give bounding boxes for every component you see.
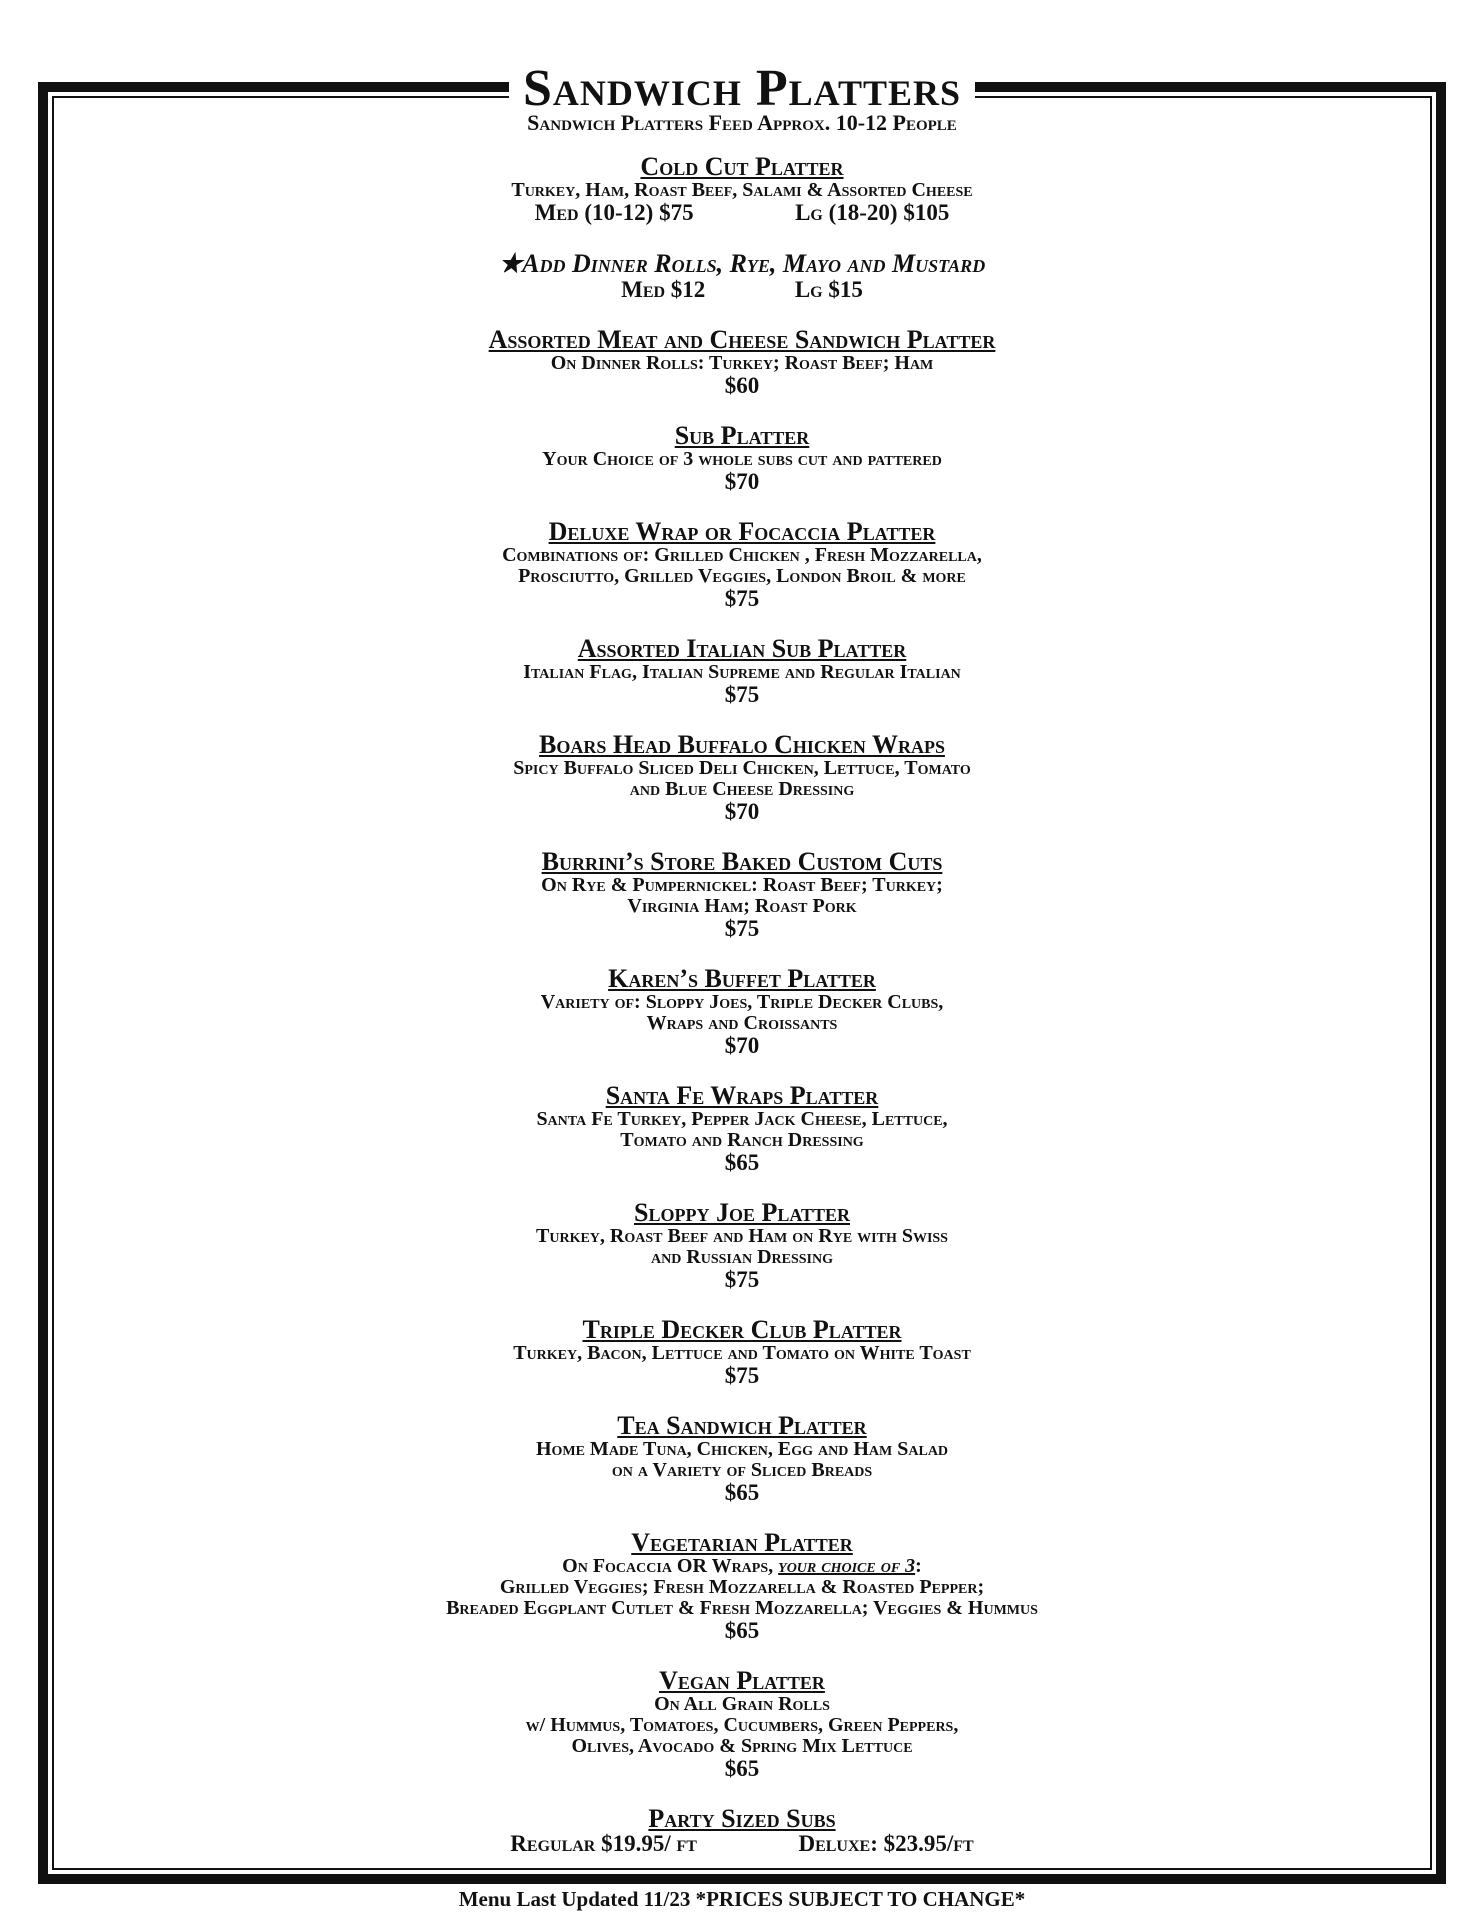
item-desc: Turkey, Bacon, Lettuce and Tomato on White Toast bbox=[513, 1342, 971, 1364]
price-lg: Lg $15 bbox=[794, 277, 863, 302]
menu-item-party-subs bbox=[0, 1806, 1484, 1856]
menu-item bbox=[0, 732, 1484, 824]
price-deluxe: Deluxe: $23.95/ft bbox=[798, 1831, 974, 1856]
menu-item-vegan bbox=[0, 1668, 1484, 1781]
item-price: $75 bbox=[724, 682, 760, 707]
page-title: Sandwich Platters bbox=[509, 58, 975, 120]
price-regular: Regular $19.95/ ft bbox=[510, 1831, 697, 1856]
price-lg: Lg (18-20) $105 bbox=[795, 200, 950, 225]
item-name: Boars Head Buffalo Chicken Wraps bbox=[539, 730, 945, 759]
menu-item bbox=[0, 1200, 1484, 1292]
item-name: Vegetarian Platter bbox=[631, 1528, 853, 1557]
item-price: $65 bbox=[724, 1480, 760, 1505]
price-med: Med (10-12) $75 bbox=[534, 200, 694, 225]
item-desc: Breaded Eggplant Cutlet & Fresh Mozzarella; Veggies & Hummus bbox=[446, 1597, 1038, 1619]
item-desc bbox=[0, 1556, 1484, 1577]
item-name: Assorted Meat and Cheese Sandwich Platter bbox=[488, 325, 996, 354]
menu-item-cold-cut bbox=[0, 154, 1484, 225]
menu-item bbox=[0, 327, 1484, 398]
item-desc: Wraps and Croissants bbox=[646, 1012, 838, 1034]
item-desc: on a Variety of Sliced Breads bbox=[611, 1459, 873, 1481]
subtitle: Sandwich Platters Feed Approx. 10-12 People bbox=[527, 110, 957, 135]
item-price: $70 bbox=[724, 1033, 760, 1058]
item-name: Deluxe Wrap or Focaccia Platter bbox=[548, 517, 936, 546]
item-desc: Santa Fe Turkey, Pepper Jack Cheese, Lettuce, bbox=[536, 1108, 948, 1130]
item-name: Sub Platter bbox=[674, 421, 810, 450]
item-name: Vegan Platter bbox=[659, 1666, 825, 1695]
item-desc: Variety of: Sloppy Joes, Triple Decker Clubs, bbox=[540, 991, 944, 1013]
item-price: $70 bbox=[724, 799, 760, 824]
item-desc: Home Made Tuna, Chicken, Egg and Ham Salad bbox=[535, 1438, 949, 1460]
item-desc: Your Choice of 3 whole subs cut and pattered bbox=[542, 448, 942, 470]
item-name: Cold Cut Platter bbox=[640, 152, 844, 181]
menu-item bbox=[0, 966, 1484, 1058]
item-desc: Prosciutto, Grilled Veggies, London Broil & more bbox=[518, 565, 966, 587]
menu-item bbox=[0, 849, 1484, 941]
item-price: $75 bbox=[724, 1267, 760, 1292]
footer-note: Menu Last Updated 11/23 *PRICES SUBJECT TO CHANGE* bbox=[458, 1887, 1026, 1911]
menu-item bbox=[0, 636, 1484, 707]
desc-suffix: : bbox=[915, 1555, 922, 1577]
menu-item bbox=[0, 1083, 1484, 1175]
item-name: Party Sized Subs bbox=[648, 1804, 836, 1833]
price-med: Med $12 bbox=[621, 277, 706, 302]
item-price: $75 bbox=[724, 1363, 760, 1388]
item-price: $75 bbox=[724, 916, 760, 941]
items-list bbox=[0, 327, 1484, 1388]
item-price: $75 bbox=[724, 586, 760, 611]
item-desc: Spicy Buffalo Sliced Deli Chicken, Lettuce, Tomato bbox=[513, 757, 971, 779]
item-desc: Virginia Ham; Roast Pork bbox=[627, 895, 857, 917]
item-price: $70 bbox=[724, 469, 760, 494]
item-desc: and Russian Dressing bbox=[650, 1246, 834, 1268]
item-desc: and Blue Cheese Dressing bbox=[629, 778, 855, 800]
item-desc: On All Grain Rolls bbox=[654, 1693, 830, 1715]
item-price: $65 bbox=[724, 1756, 760, 1781]
price-row bbox=[0, 201, 1484, 225]
menu-content bbox=[0, 154, 1484, 1881]
item-name: Sloppy Joe Platter bbox=[633, 1198, 851, 1227]
item-name: Burrini’s Store Baked Custom Cuts bbox=[541, 847, 943, 876]
item-desc: On Rye & Pumpernickel: Roast Beef; Turkey; bbox=[541, 874, 943, 896]
price-row bbox=[0, 1832, 1484, 1856]
item-price: $65 bbox=[724, 1618, 760, 1643]
item-name: Assorted Italian Sub Platter bbox=[577, 634, 907, 663]
menu-item-tea bbox=[0, 1413, 1484, 1505]
item-desc: Turkey, Roast Beef and Ham on Rye with Swiss bbox=[536, 1225, 948, 1247]
menu-item bbox=[0, 1317, 1484, 1388]
desc-prefix: On Focaccia OR Wraps, bbox=[562, 1555, 779, 1577]
item-name: Triple Decker Club Platter bbox=[582, 1315, 902, 1344]
desc-emphasis: your choice of 3 bbox=[778, 1555, 916, 1577]
addon-text: ★Add Dinner Rolls, Rye, Mayo and Mustard bbox=[498, 249, 986, 278]
item-desc: Combinations of: Grilled Chicken , Fresh Mozzarella, bbox=[502, 544, 982, 566]
item-desc: Olives, Avocado & Spring Mix Lettuce bbox=[571, 1735, 913, 1757]
item-name: Karen’s Buffet Platter bbox=[608, 964, 876, 993]
menu-item-addon bbox=[0, 250, 1484, 302]
menu-item-vegetarian bbox=[0, 1530, 1484, 1643]
item-desc: Grilled Veggies; Fresh Mozzarella & Roasted Pepper; bbox=[499, 1576, 985, 1598]
item-name: Tea Sandwich Platter bbox=[617, 1411, 867, 1440]
item-desc: w/ Hummus, Tomatoes, Cucumbers, Green Peppers, bbox=[525, 1714, 959, 1736]
item-desc: Tomato and Ranch Dressing bbox=[620, 1129, 864, 1151]
item-price: $65 bbox=[724, 1150, 760, 1175]
item-desc: Turkey, Ham, Roast Beef, Salami & Assorted Cheese bbox=[511, 179, 973, 201]
price-row bbox=[0, 278, 1484, 302]
menu-item bbox=[0, 423, 1484, 494]
item-name: Santa Fe Wraps Platter bbox=[605, 1081, 879, 1110]
item-desc: On Dinner Rolls: Turkey; Roast Beef; Ham bbox=[550, 352, 934, 374]
item-price: $60 bbox=[724, 373, 760, 398]
menu-item bbox=[0, 519, 1484, 611]
item-desc: Italian Flag, Italian Supreme and Regular Italian bbox=[523, 661, 961, 683]
